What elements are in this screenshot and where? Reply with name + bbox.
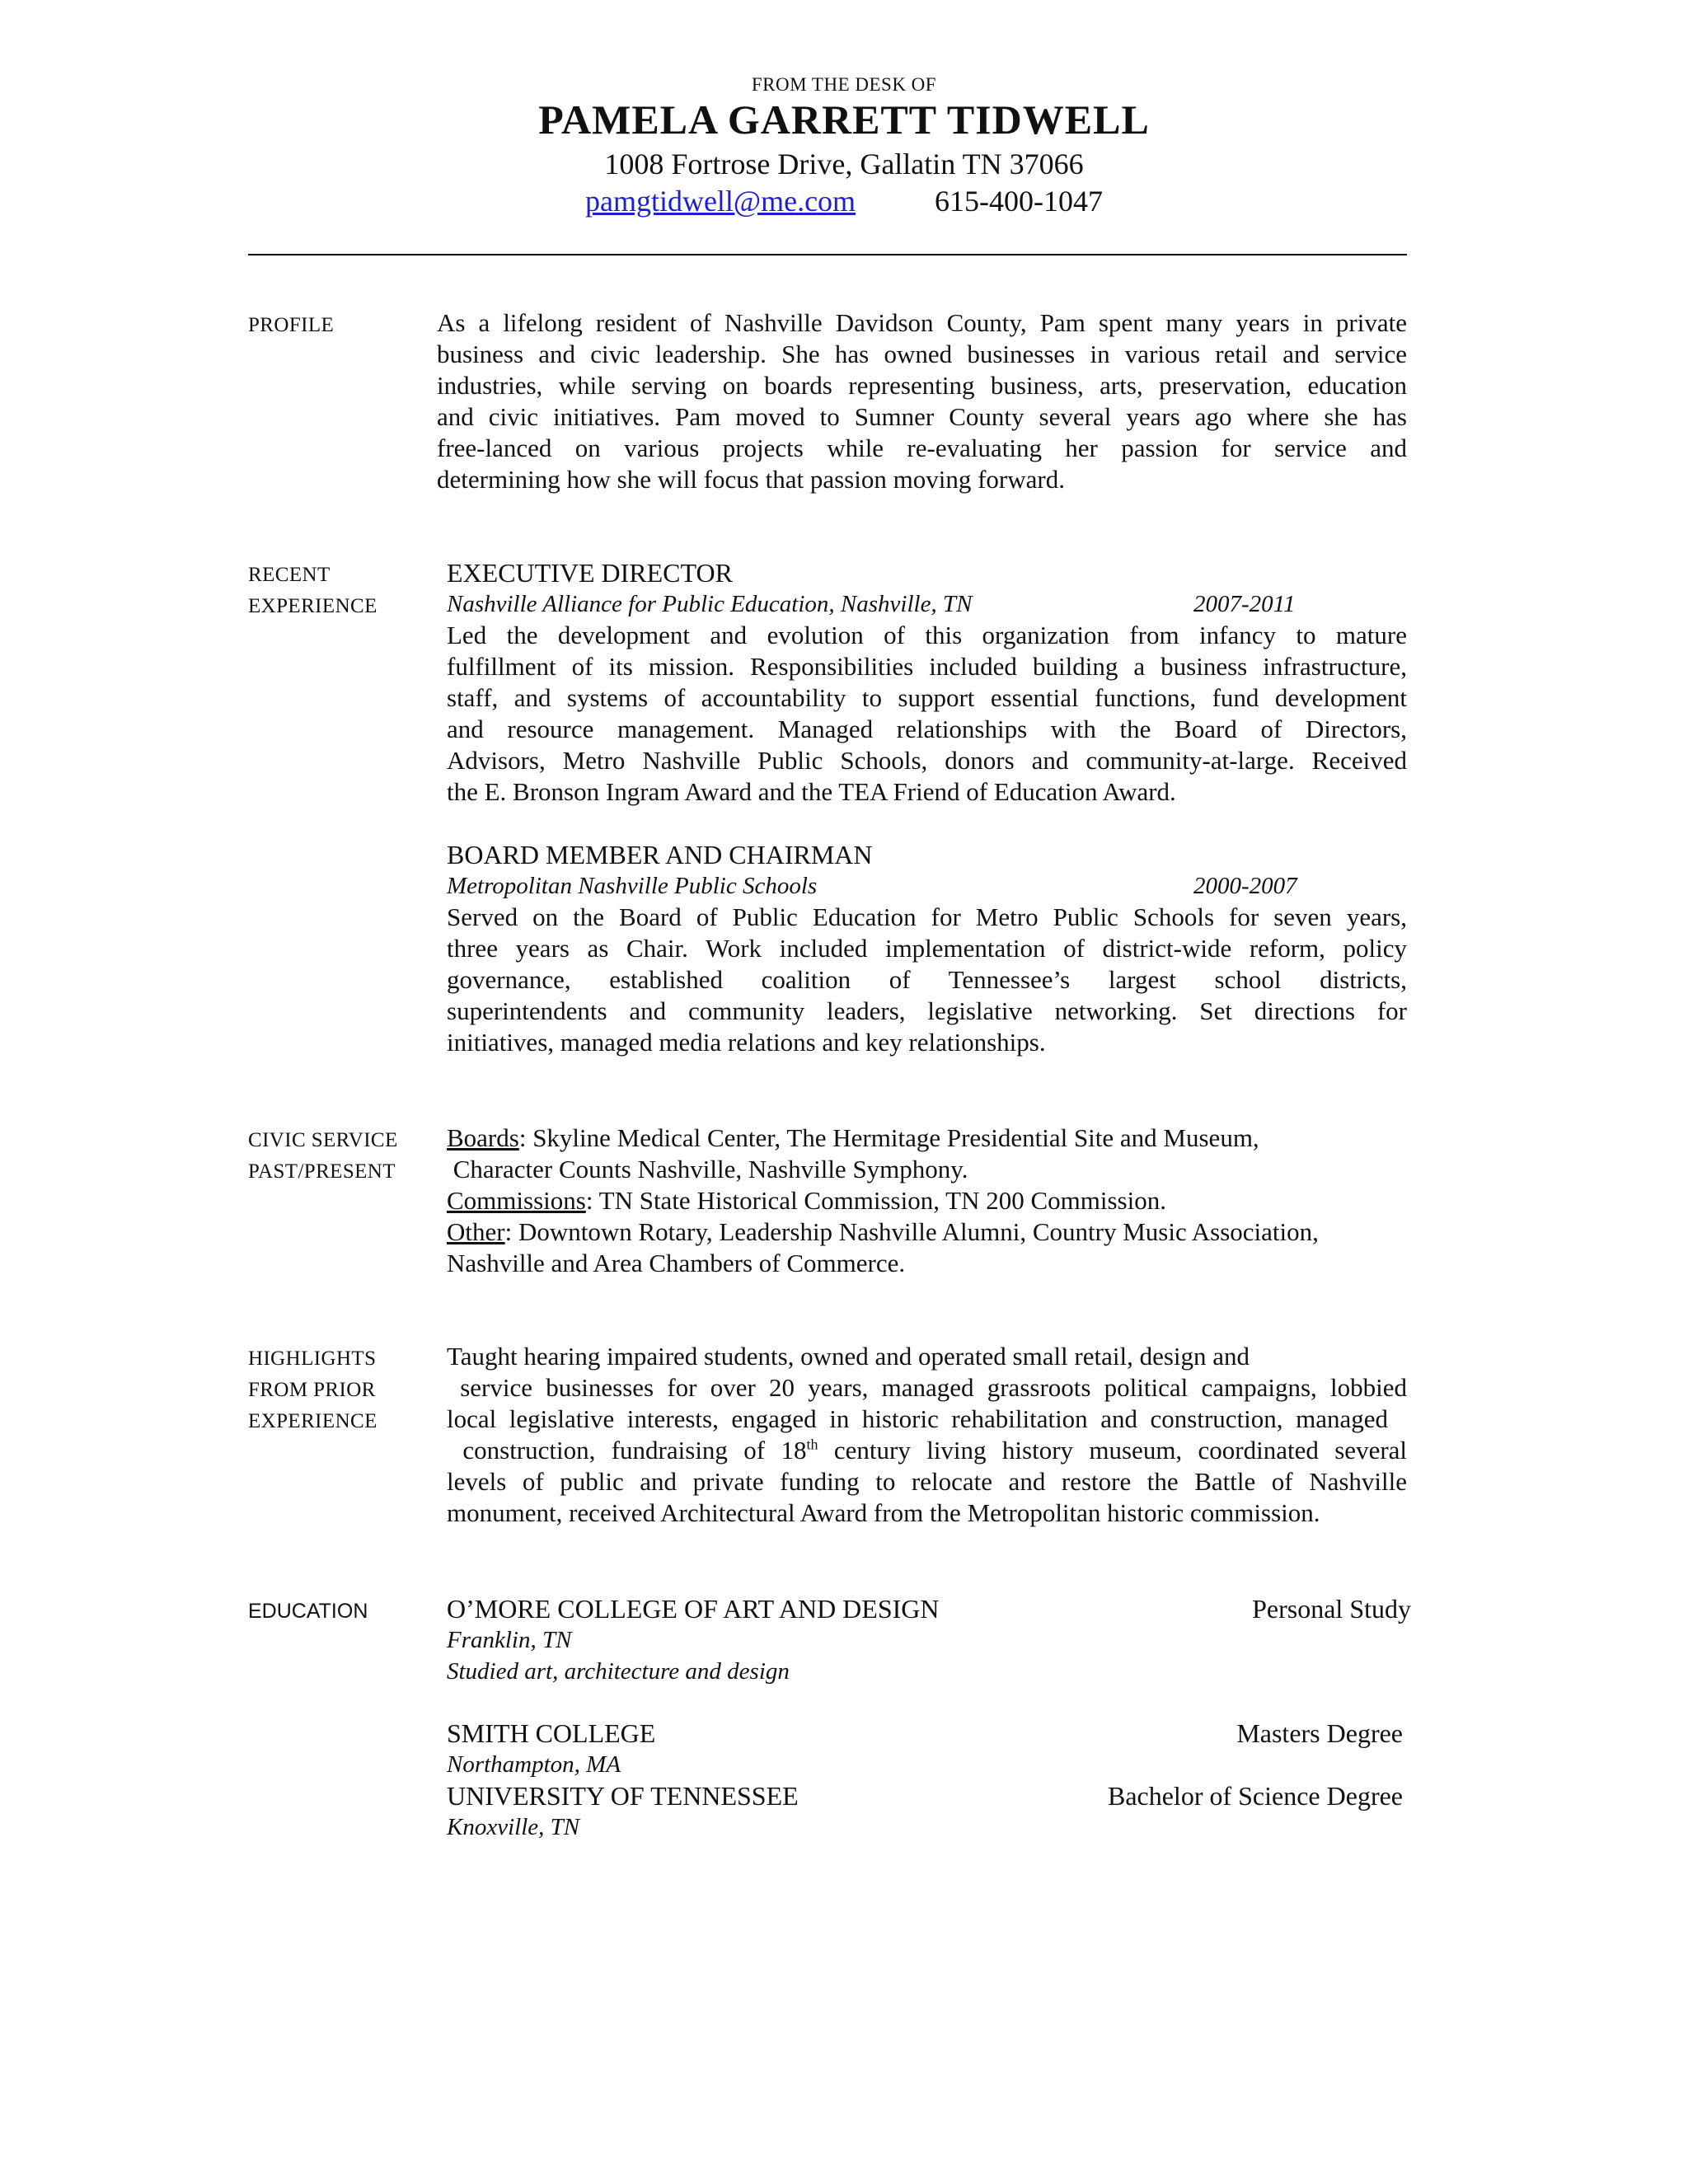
profile-text: As a lifelong resident of Nashville Davidson County, Pam spent many years in private business and civic leadership. She has owned businesses in various retail and service industries, while serving on boards representing business, arts, preservation, education and civic initiatives. Pam moved to Sumner County several years ago where she has free-lanced on various projects while re-evaluating her passion for service and determining how she will focus that passion moving forward. bbox=[437, 308, 1407, 494]
job-title: EXECUTIVE DIRECTOR bbox=[447, 558, 733, 588]
school-note: Studied art, architecture and design bbox=[447, 1658, 790, 1685]
header-divider bbox=[248, 254, 1407, 255]
section-label-highlights: HIGHLIGHTS FROM PRIOR EXPERIENCE bbox=[248, 1347, 377, 1432]
school-location: Northampton, MA bbox=[447, 1751, 621, 1778]
section-label-experience: RECENT EXPERIENCE bbox=[248, 564, 377, 617]
highlights-text: Taught hearing impaired students, owned and operated small retail, design and service businesses for over 20 years, managed grassroots political campaigns, lobbied local legislative interests, engaged in historic rehabilitation and construction, managed construction, fundraising of 18th century living history museum, coordinated several levels of public and private funding to relocate and restore the Battle of Nashville monument, received Architectural Award from the Metropolitan historic commission. bbox=[447, 1342, 1408, 1527]
job-dates: 2007-2011 bbox=[1193, 591, 1296, 617]
job-description: Served on the Board of Public Education for Metro Public Schools for seven years, three years as Chair. Work included implementation of district-wide reform, policy governance, established coalition of Tennessee’s largest school districts, superintendents and community leaders, legislative networking. Set directions for initiatives, managed media relations and key relationships. bbox=[447, 902, 1407, 1057]
address: 1008 Fortrose Drive, Gallatin TN 37066 bbox=[604, 148, 1084, 180]
page-title: PAMELA GARRETT TIDWELL bbox=[538, 96, 1150, 143]
phone-number: 615-400-1047 bbox=[935, 185, 1104, 218]
section-label-profile: PROFILE bbox=[248, 314, 335, 336]
contact-line bbox=[0, 184, 1688, 218]
section-label-education: EDUCATION bbox=[248, 1600, 368, 1623]
civic-service-text: Boards: Skyline Medical Center, The Hermitage Presidential Site and Museum, Character Counts Nashville, Nashville Symphony. Commissions: TN State Historical Commission, TN 200 Commission. Other: Downtown Rotary, Leadership Nashville Alumni, Country Music Association, Nashville and Area Chambers of Commerce. bbox=[447, 1123, 1319, 1277]
degree: Bachelor of Science Degree bbox=[1107, 1781, 1403, 1811]
degree: Personal Study bbox=[1252, 1594, 1411, 1624]
school-location: Knoxville, TN bbox=[447, 1814, 580, 1840]
job-title: BOARD MEMBER AND CHAIRMAN bbox=[447, 840, 873, 869]
degree: Masters Degree bbox=[1236, 1718, 1403, 1748]
from-desk-caption: FROM THE DESK OF bbox=[751, 74, 937, 95]
job-organization: Metropolitan Nashville Public Schools bbox=[447, 873, 818, 899]
school-name: UNIVERSITY OF TENNESSEE bbox=[447, 1781, 799, 1811]
school-name: O’MORE COLLEGE OF ART AND DESIGN bbox=[447, 1594, 940, 1624]
job-dates: 2000-2007 bbox=[1193, 873, 1297, 899]
email-link[interactable]: pamgtidwell@me.com bbox=[584, 185, 856, 218]
section-label-civic: CIVIC SERVICE PAST/PRESENT bbox=[248, 1129, 398, 1183]
job-description: Led the development and evolution of this organization from infancy to mature fulfillment of its mission. Responsibilities included building a business infrastructure, staff, and systems of accountability to support essential functions, fund development and resource management. Managed relationships with the Board of Directors, Advisors, Metro Nashville Public Schools, donors and community-at-large. Received the E. Bronson Ingram Award and the TEA Friend of Education Award. bbox=[447, 621, 1407, 806]
school-name: SMITH COLLEGE bbox=[447, 1718, 656, 1748]
job-organization: Nashville Alliance for Public Education, Nashville, TN bbox=[447, 591, 973, 617]
school-location: Franklin, TN bbox=[447, 1627, 572, 1653]
